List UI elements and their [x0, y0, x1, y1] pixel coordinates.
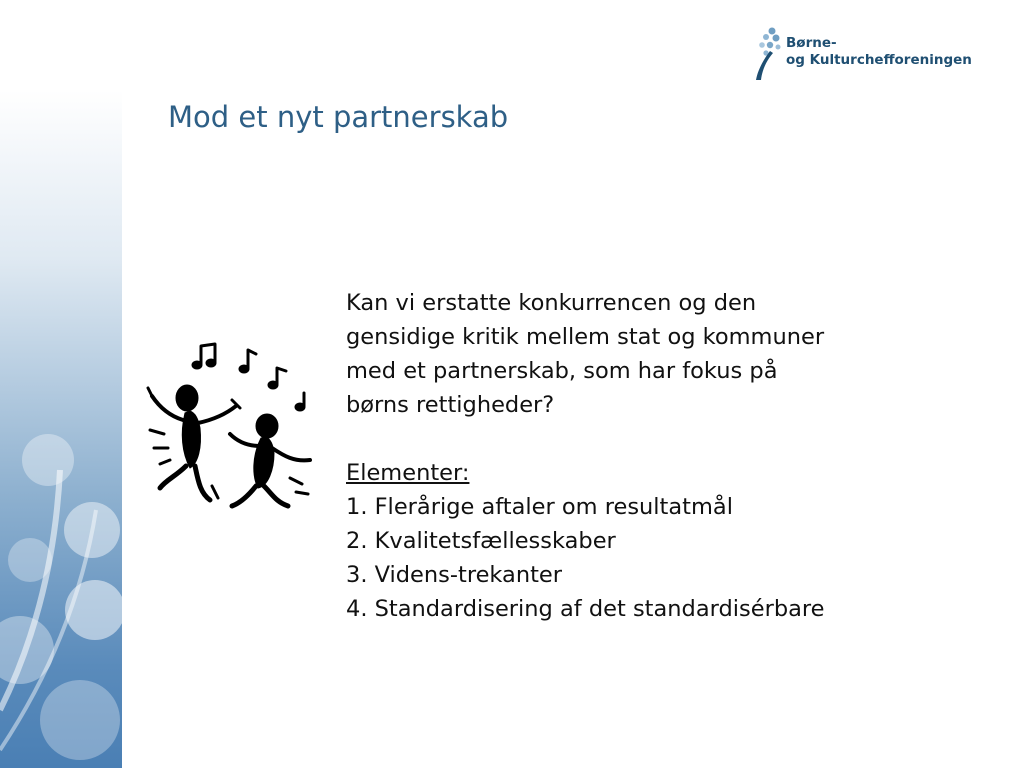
music-note-icon	[192, 344, 305, 411]
list-item: 1. Flerårige aftaler om resultatmål	[346, 494, 733, 520]
organization-logo	[752, 27, 972, 83]
list-item: 3. Videns-trekanter	[346, 562, 563, 588]
side-decoration	[0, 90, 122, 768]
intro-line-2: gensidige kritik mellem stat og kommuner	[346, 324, 825, 350]
logo-line-2: og Kulturchefforeningen	[786, 52, 972, 68]
dancing-figures-icon	[140, 338, 325, 516]
intro-line-3: med et partnerskab, som har fokus på	[346, 358, 778, 384]
motion-lines	[150, 430, 308, 498]
logo-line-1: Børne-	[786, 35, 837, 51]
logo-figure-icon	[752, 27, 784, 83]
elements-heading: Elementer:	[346, 460, 470, 486]
slide-body	[346, 286, 976, 626]
bubble-pattern-icon	[0, 90, 122, 768]
spacer	[346, 422, 976, 456]
slide-title: Mod et nyt partnerskab	[168, 100, 509, 134]
intro-line-4: børns rettigheder?	[346, 392, 555, 418]
dancer-left	[148, 385, 240, 500]
list-item: 2. Kvalitetsfællesskaber	[346, 528, 616, 554]
intro-line-1: Kan vi erstatte konkurrencen og den	[346, 290, 757, 316]
list-item: 4. Standardisering af det standardisérbare	[346, 596, 825, 622]
